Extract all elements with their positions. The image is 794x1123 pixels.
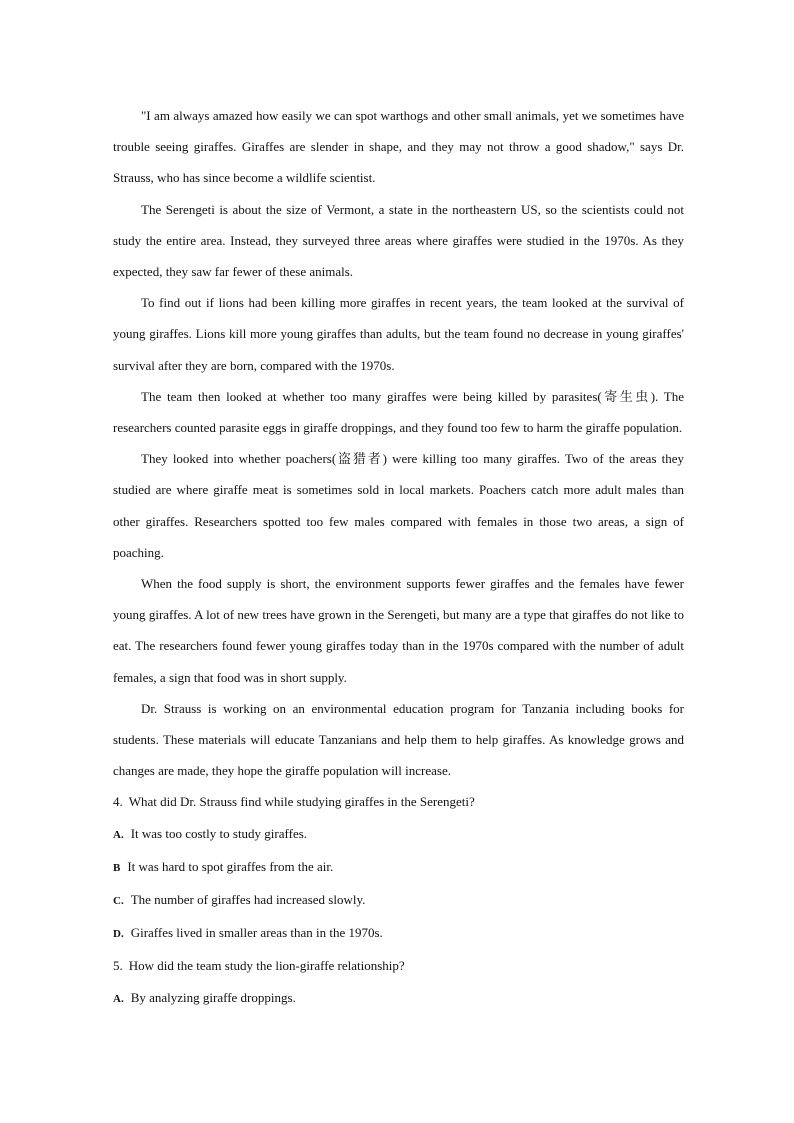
question-stem [113, 786, 684, 817]
option-letter: C. [113, 895, 124, 908]
option-letter: A. [113, 992, 124, 1005]
passage-paragraph-4: The team then looked at whether too many giraffes were being killed by parasites(寄生虫). The researchers counted parasite eggs in giraffe droppings, and they found too few to harm the giraffe population. [113, 388, 684, 436]
passage-paragraph-7: Dr. Strauss is working on an environmental education program for Tanzania including books for students. These materials will educate Tanzanians and help them to help giraffes. As knowledge grows and changes are made, they hope the giraffe population will increase. [113, 700, 684, 779]
option-text: The number of giraffes had increased slowly. [130, 892, 366, 908]
passage-paragraph-5: They looked into whether poachers(盗猎者) were killing too many giraffes. Two of the areas they studied are where giraffe meat is sometimes sold in local markets. Poachers catch more adult males than other giraffes. Researchers spotted too few males compared with females in those two areas, a sign of poaching. [113, 451, 684, 560]
passage-paragraph-1: "I am always amazed how easily we can spot warthogs and other small animals, yet we sometimes have trouble seeing giraffes. Giraffes are slender in shape, and they may not throw a good shadow," says Dr. Strauss, who has since become a wildlife scientist. [113, 108, 684, 186]
question-4 [113, 786, 684, 950]
option-text: It was too costly to study giraffes. [130, 825, 308, 841]
option-text: By analyzing giraffe droppings. [130, 989, 296, 1005]
option-letter: D. [113, 928, 124, 941]
option-text: It was hard to spot giraffes from the air. [127, 858, 334, 874]
option-b [113, 851, 684, 884]
passage-paragraph-3: To find out if lions had been killing more giraffes in recent years, the team looked at the survival of young giraffes. Lions kill more young giraffes than adults, but the team found no decrease in young giraffes' survival after they are born, compared with the 1970s. [113, 295, 684, 373]
reading-passage [113, 100, 684, 786]
passage-paragraph-2: The Serengeti is about the size of Vermont, a state in the northeastern US, so the scientists could not study the entire area. Instead, they surveyed three areas where giraffes were studied in the 1970s. As they expected, they saw far fewer of these animals. [113, 201, 684, 280]
passage-paragraph-6: When the food supply is short, the environment supports fewer giraffes and the females have fewer young giraffes. A lot of new trees have grown in the Serengeti, but many are a type that giraffes do not like to eat. The researchers found fewer young giraffes today than in the 1970s compared with the number of adult females, a sign that food was in short supply. [113, 576, 684, 685]
question-5 [113, 950, 684, 1014]
option-text: Giraffes lived in smaller areas than in the 1970s. [130, 925, 383, 941]
question-text: What did Dr. Strauss find while studying giraffes in the Serengeti? [128, 794, 475, 810]
question-number: 4. [113, 794, 123, 810]
question-stem [113, 950, 684, 981]
question-text: How did the team study the lion-giraffe relationship? [128, 958, 405, 974]
option-c [113, 884, 684, 917]
option-a [113, 818, 684, 851]
question-number: 5. [113, 958, 123, 974]
option-d [113, 917, 684, 950]
option-letter: A. [113, 828, 124, 841]
option-letter: B [113, 861, 121, 874]
option-a [113, 982, 684, 1015]
